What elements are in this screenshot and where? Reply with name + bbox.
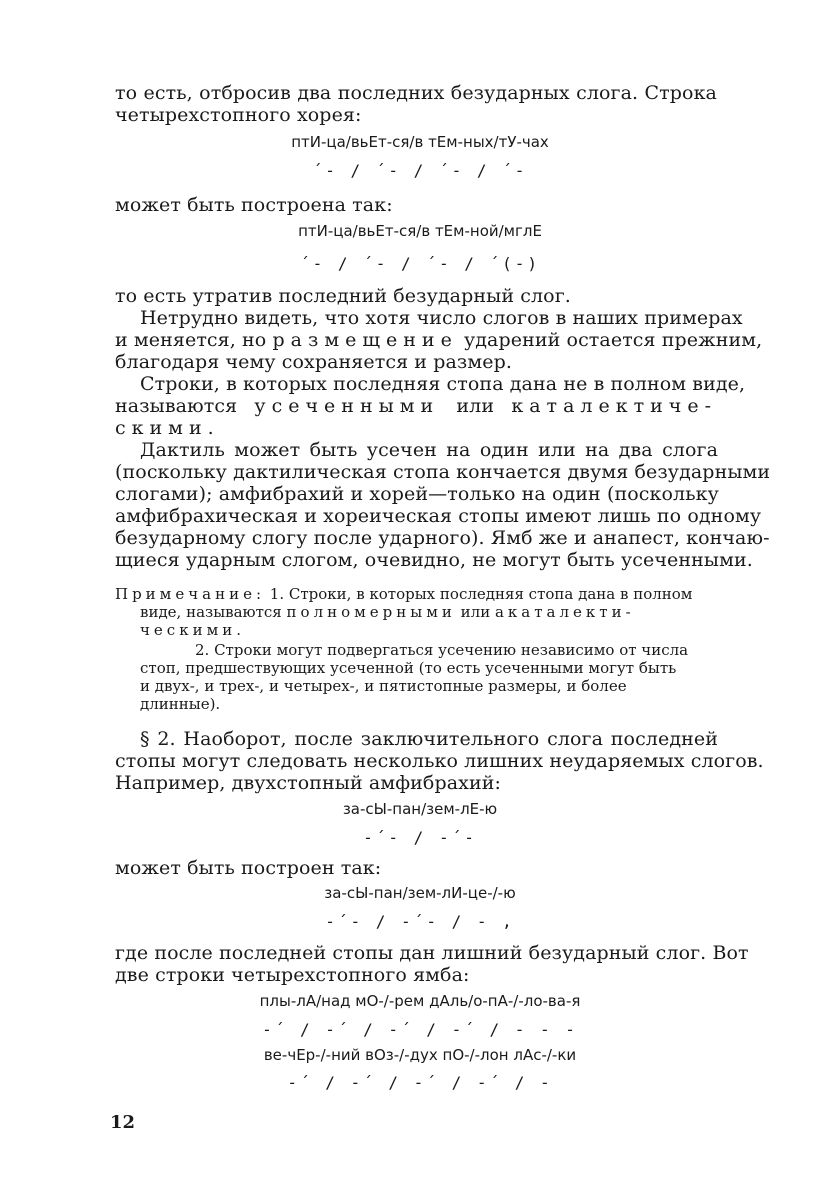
text-line: благодаря чему сохраняется и размер.: [115, 351, 512, 373]
text-span: называются: [115, 395, 238, 417]
text-line: стопы могут следовать несколько лишних неударяемых слогов.: [115, 750, 764, 772]
text-line: где после последней стопы дан лишний безударный слог. Вот: [115, 942, 749, 964]
emphasized-term: размещение: [272, 329, 458, 351]
meter-scheme: -´- / -´- / - ,: [325, 912, 515, 931]
page-number: 12: [110, 1112, 136, 1133]
meter-scheme: -´ / -´ / -´ / -´ / - - -: [262, 1020, 578, 1039]
text-line: может быть построена так:: [115, 194, 393, 216]
note-label: Примечание:: [115, 585, 266, 603]
text-line: скими.: [115, 417, 220, 439]
note-line: длинные).: [140, 695, 221, 713]
emphasized-term: усеченными: [254, 395, 440, 417]
meter-scheme: -´ / -´ / -´ / -´ / -: [287, 1073, 553, 1092]
meter-scheme: ´- / ´- / ´- / ´(-): [299, 254, 541, 273]
text-line: (поскольку дактилическая стопа кончается двумя безударными: [115, 461, 771, 483]
verse-example: за-сЫ-пан/зем-лИ-це-/-ю: [324, 884, 516, 902]
section-heading-line: § 2. Наоборот, после заключительного слога последней: [140, 728, 718, 750]
text-line: слогами); амфибрахий и хорей—только на один (поскольку: [115, 483, 719, 505]
verse-example: ве-чЕр-/-ний вОз-/-дух пО-/-лон лАс-/-ки: [263, 1046, 577, 1064]
verse-example: птИ-ца/вьЕт-ся/в тЕм-ных/тУ-чах: [291, 133, 549, 151]
text-line: две строки четырехстопного ямба:: [115, 964, 470, 986]
verse-example: плы-лА/над мО-/-рем дАль/о-пА-/-ло-ва-я: [259, 992, 581, 1010]
text-line: амфибрахическая и хореическая стопы имеют лишь по одному: [115, 505, 762, 527]
note-line: 2. Строки могут подвергаться усечению независимо от числа: [195, 641, 689, 659]
emphasized-term: полномерными: [286, 603, 456, 621]
text-span: или: [460, 603, 491, 621]
text-line: может быть построен так:: [115, 857, 382, 879]
verse-example: птИ-ца/вьЕт-ся/в тЕм-ной/мглЕ: [298, 222, 542, 240]
text-line: четырехстопного хорея:: [115, 104, 362, 126]
note-line: стоп, предшествующих усеченной (то есть усеченными могут быть: [140, 659, 677, 677]
text-line: Например, двухстопный амфибрахий:: [115, 772, 501, 794]
text-span: ударений остается прежним,: [463, 329, 763, 351]
text-line: Дактиль может быть усечен на один или на два слога: [140, 439, 718, 461]
emphasized-term: акаталекти-: [494, 603, 635, 621]
text-line: Нетрудно видеть, что хотя число слогов в наших примерах: [140, 307, 743, 329]
text-line: безударному слогу после ударного). Ямб же и анапест, кончаю-: [115, 527, 770, 549]
text-line: то есть, отбросив два последних безударных слога. Строка: [115, 82, 717, 104]
note-line: и двух-, и трех-, и четырех-, и пятистопные размеры, и более: [140, 677, 627, 695]
text-line: Строки, в которых последняя стопа дана не в полном виде,: [140, 373, 746, 395]
note-line: [115, 585, 717, 603]
meter-scheme: -´- / -´-: [363, 828, 477, 847]
text-line: то есть утратив последний безударный слог.: [115, 285, 571, 307]
note-line: [140, 603, 635, 621]
emphasized-term: каталектиче-: [511, 395, 717, 417]
text-line: [115, 329, 763, 351]
text-span: виде, называются: [140, 603, 282, 621]
text-span: 1. Строки, в которых последняя стопа дана в полном: [269, 585, 693, 603]
note-line: ческими.: [140, 621, 246, 639]
verse-example: за-сЫ-пан/зем-лЕ-ю: [342, 800, 498, 818]
meter-scheme: ´- / ´- / ´- / ´-: [312, 161, 528, 180]
text-span: или: [456, 395, 495, 417]
text-line: [115, 395, 717, 417]
text-line: щиеся ударным слогом, очевидно, не могут быть усеченными.: [115, 549, 753, 571]
text-span: и меняется, но: [115, 329, 267, 351]
